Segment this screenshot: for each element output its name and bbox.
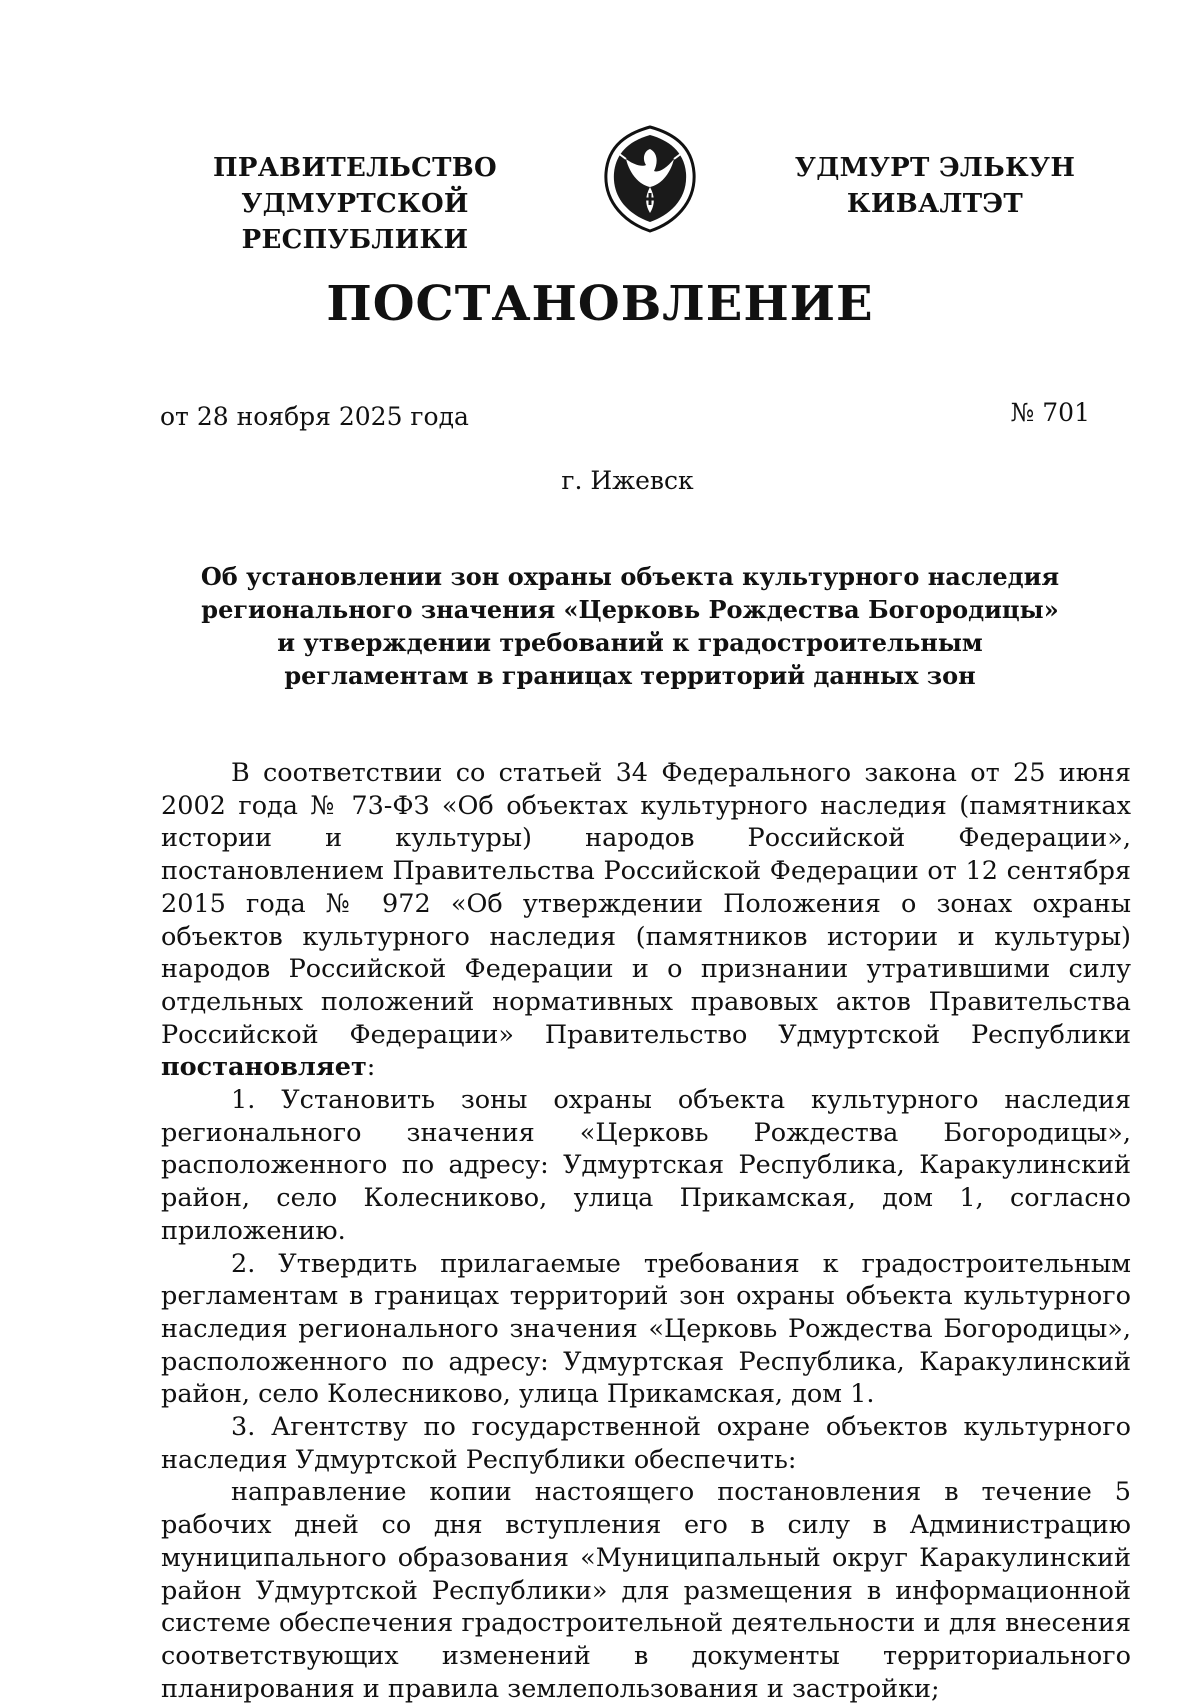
government-name-udmurt-line2: КИВАЛТЭТ (846, 189, 1024, 219)
document-title-line2: регионального значения «Церковь Рождества Богородицы» (201, 595, 1059, 624)
document-title-line1: Об установлении зон охраны объекта культурного наследия (200, 562, 1060, 591)
preamble-paragraph (161, 757, 1131, 1084)
decree-colon: : (366, 1052, 376, 1083)
preamble-text: В соответствии со статьей 34 Федерального закона от 25 июня 2002 года № 73-ФЗ «Об объектах культурного наследия (памятниках истории и культуры) народов Российской Федерации», постановлением Правительства Российской Федерации от 12 сентября 2015 года № 972 «Об утверждении Положения о зонах охраны объектов культурного наследия (памятников истории и культуры) народов Российской Федерации и о признании утратившими силу отдельных положений нормативных правовых актов Правительства Российской Федерации» Правительство Удмуртской Республики (161, 758, 1131, 1050)
coat-of-arms-icon (600, 123, 700, 235)
government-name-russian-line2: УДМУРТСКОЙ РЕСПУБЛИКИ (241, 189, 469, 255)
item-1-paragraph: 1. Установить зоны охраны объекта культурного наследия регионального значения «Церковь Рождества Богородицы», расположенного по адресу: Удмуртская Республика, Каракулинский район, село Колесниково, улица Прикамская, дом 1, согласно приложению. (161, 1085, 1131, 1246)
document-city: г. Ижевск (561, 466, 694, 495)
item-2-paragraph: 2. Утвердить прилагаемые требования к градостроительным регламентам в границах территорий зон охраны объекта культурного наследия регионального значения «Церковь Рождества Богородицы», расположенного по адресу: Удмуртская Республика, Каракулинский район, село Колесниково, улица Прикамская, дом 1. (161, 1248, 1131, 1410)
item-3-paragraph: 3. Агентству по государственной охране объектов культурного наследия Удмуртской Республики обеспечить: (161, 1412, 1131, 1475)
government-name-russian-line1: ПРАВИТЕЛЬСТВО (213, 153, 497, 183)
document-number: № 701 (1010, 398, 1090, 427)
item-3-sub-1-paragraph: направление копии настоящего постановления в течение 5 рабочих дней со дня вступления его в силу в Администрацию муниципального образования «Муниципальный округ Каракулинский район Удмуртской Республики» для размещения в информационной системе обеспечения градостроительной деятельности и для внесения соответствующих изменений в документы территориального планирования и правила землепользования и застройки; (161, 1477, 1131, 1704)
government-name-russian (150, 150, 560, 258)
government-name-udmurt (790, 150, 1080, 222)
decree-word: постановляет (161, 1052, 367, 1083)
document-title (200, 560, 1060, 692)
document-title-line4: регламентам в границах территорий данных зон (284, 661, 976, 690)
document-type-heading: ПОСТАНОВЛЕНИЕ (326, 276, 874, 332)
document-date: от 28 ноября 2025 года (160, 402, 469, 431)
document-title-line3: и утверждении требований к градостроительным (277, 628, 983, 657)
document-header (0, 150, 1200, 255)
government-name-udmurt-line1: УДМУРТ ЭЛЬКУН (794, 153, 1076, 183)
document-body (161, 757, 1131, 1705)
